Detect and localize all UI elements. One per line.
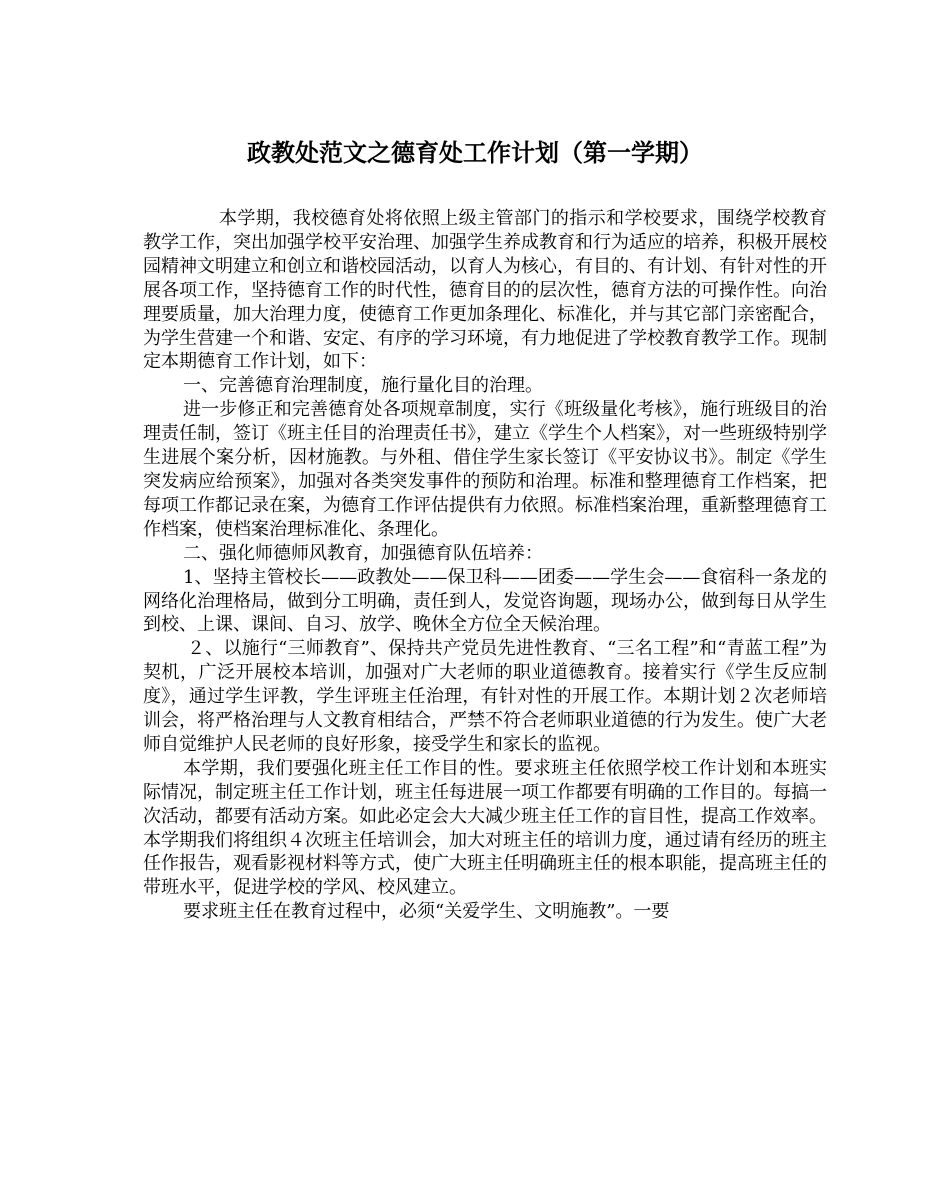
- paragraph-intro: 本学期，我校德育处将依照上级主管部门的指示和学校要求，围绕学校教育教学工作，突出加强学校平安治理、加强学生养成教育和行为适应的培养，积极开展校园精神文明建立和创立和谐校园活动，以育人为核心，有目的、有计划、有针对性的开展各项工作，坚持德育工作的时代性，德育目的的层次性，德育方法的可操作性。向治理要质量，加大治理力度，使德育工作更加条理化、标准化，并与其它部门亲密配合，为学生营建一个和谐、安定、有序的学习环境，有力地促进了学校教育教学工作。现制定本期德育工作计划，如下：: [143, 208, 827, 373]
- paragraph-section-1: 进一步修正和完善德育处各项规章制度，实行《班级量化考核》，施行班级目的治理责任制，签订《班主任目的治理责任书》，建立《学生个人档案》，对一些班级特别学生进展个案分析，因材施教。与外租、借住学生家长签订《平安协议书》。制定《学生突发病应给预案》，加强对各类突发事件的预防和治理。标准和整理德育工作档案，把每项工作都记录在案，为德育工作评估提供有力依照。标准档案治理，重新整理德育工作档案，使档案治理标准化、条理化。: [143, 399, 827, 540]
- document-body: [143, 207, 827, 924]
- paragraph-requirements: 要求班主任在教育过程中，必须“关爱学生、文明施教”。一要: [183, 901, 670, 923]
- document-title: 政教处范文之德育处工作计划（第一学期）: [247, 138, 703, 167]
- paragraph-class-teacher: 本学期，我们要强化班主任工作目的性。要求班主任依照学校工作计划和本班实际情况，制定班主任工作计划，班主任每进展一项工作都要有明确的工作目的。每搞一次活动，都要有活动方案。如此必定会大大减少班主任工作的盲目性，提高工作效率。本学期我们将组织４次班主任培训会，加大对班主任的培训力度，通过请有经历的班主任作报告，观看影视材料等方式，使广大班主任明确班主任的根本职能，提高班主任的带班水平，促进学校的学风、校风建立。: [143, 757, 827, 899]
- section-heading-1: 一、完善德育治理制度，施行量化目的治理。: [183, 375, 543, 397]
- paragraph-item-1: 1、坚持主管校长——政教处——保卫科——团委——学生会——食宿科一条龙的网络化治理格局，做到分工明确，责任到人，发觉咨询题，现场办公，做到每日从学生到校、上课、课间、自习、放学、晚休全方位全天候治理。: [143, 566, 827, 636]
- paragraph-item-2: ２、以施行“三师教育”、保持共产党员先进性教育、“三名工程”和“青蓝工程”为契机，广泛开展校本培训，加强对广大老师的职业道德教育。接着实行《学生反应制度》，通过学生评教，学生评班主任治理，有针对性的开展工作。本期计划２次老师培训会，将严格治理与人文教育相结合，严禁不符合老师职业道德的行为发生。使广大老师自觉维护人民老师的良好形象，接受学生和家长的监视。: [143, 638, 827, 755]
- section-heading-2: 二、强化师德师风教育，加强德育队伍培养：: [183, 542, 543, 564]
